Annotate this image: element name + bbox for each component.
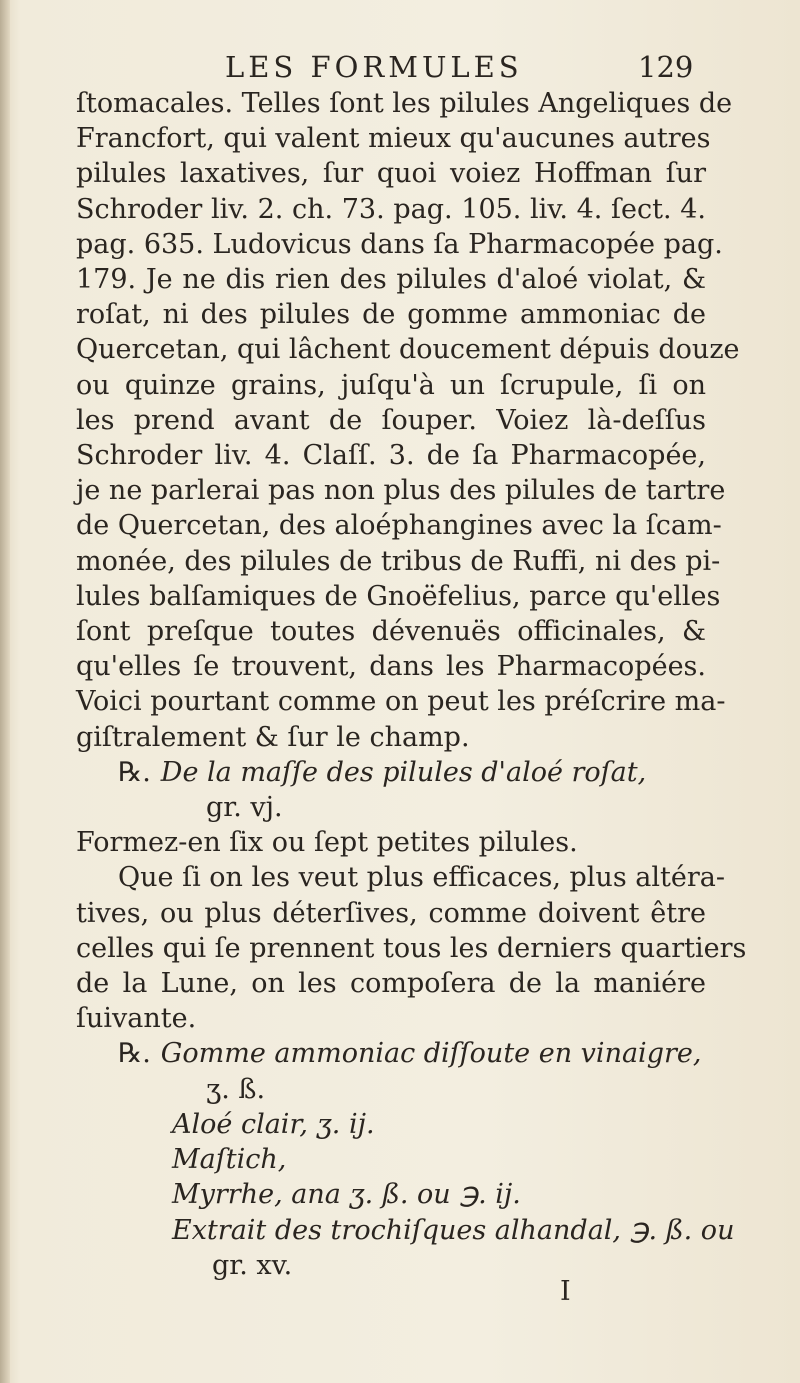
text-line: pilules laxatives, ſur quoi voiez Hoffman ſur (76, 158, 706, 190)
text-line: tives, ou plus déterſives, comme doivent être (76, 897, 706, 929)
recipe-2-last-dose: gr. xv. (212, 1249, 293, 1281)
ingredient-line: Extrait des trochiſques alhandal, ℈. ß. ou (172, 1214, 735, 1246)
text-line: Schroder liv. 4. Claſſ. 3. de ſa Pharmacopée, (76, 440, 706, 472)
text-line: qu'elles ſe trouvent, dans les Pharmacopées. (76, 651, 706, 683)
recipe-symbol: ℞. (118, 756, 151, 788)
text-line: Voici pourtant comme on peut les préſcrire ma- (76, 686, 726, 718)
ingredient-line: Maſtich, (172, 1144, 287, 1176)
text-line: monée, des pilules de tribus de Ruffi, ni des pi- (76, 545, 721, 577)
text-line: Que ſi on les veut plus efficaces, plus altéra- (118, 862, 725, 894)
text-line: Schroder liv. 2. ch. 73. pag. 105. liv. 4. ſect. 4. (76, 193, 706, 225)
recipe-1 (76, 755, 706, 790)
text-line: ſuivante. (76, 1003, 197, 1035)
text-line: ſont preſque toutes dévenuës officinales, & (76, 616, 706, 648)
text-line: lules balſamiques de Gnoëfelius, parce qu'elles (76, 580, 721, 612)
text-line: giſtralement & ſur le champ. (76, 721, 470, 753)
ingredient-line: Myrrhe, ana ʒ. ß. ou ℈. ij. (172, 1179, 521, 1211)
page-number: 129 (638, 50, 694, 84)
page-edge (0, 0, 10, 1383)
body-text (76, 86, 747, 1283)
text-line: ſtomacales. Telles ſont les pilules Angeliques de (76, 88, 733, 119)
ingredient-line: Aloé clair, ʒ. ij. (172, 1108, 375, 1140)
text-line: les prend avant de ſouper. Voiez là-deſſus (76, 404, 706, 436)
text-line: pag. 635. Ludovicus dans ſa Pharmacopée pag. (76, 228, 723, 260)
recipe-2 (76, 1036, 706, 1071)
text-line: Francfort, qui valent mieux qu'aucunes autres (76, 123, 711, 155)
text-line: Quercetan, qui lâchent doucement dépuis douze (76, 334, 740, 366)
recipe-symbol: ℞. (118, 1038, 151, 1070)
text-line: de la Lune, on les compoſera de la maniére (76, 968, 706, 1000)
recipe-1-dose: gr. vj. (206, 792, 283, 824)
running-head: LES FORMULES (225, 50, 523, 84)
recipe-2-line-1-dose: ʒ. ß. (206, 1073, 266, 1105)
page-header (0, 50, 800, 90)
text-line: ou quinze grains, juſqu'à un ſcrupule, ſi on (76, 369, 706, 401)
signature-mark: I (560, 1276, 571, 1307)
text-line: celles qui ſe prennent tous les derniers quartiers (76, 932, 747, 964)
text-line: de Quercetan, des aloéphangines avec la ſcam- (76, 510, 722, 542)
text-line: je ne parlerai pas non plus des pilules de tartre (76, 475, 726, 507)
recipe-2-line-1: Gomme ammoniac diſſoute en vinaigre, (160, 1038, 702, 1070)
text-line: Formez-en ſix ou ſept petites pilules. (76, 827, 578, 859)
recipe-1-text: De la maſſe des pilules d'aloé roſat, (160, 756, 647, 788)
text-line: 179. Je ne dis rien des pilules d'aloé violat, & (76, 264, 706, 296)
text-line: roſat, ni des pilules de gomme ammoniac de (76, 299, 706, 331)
